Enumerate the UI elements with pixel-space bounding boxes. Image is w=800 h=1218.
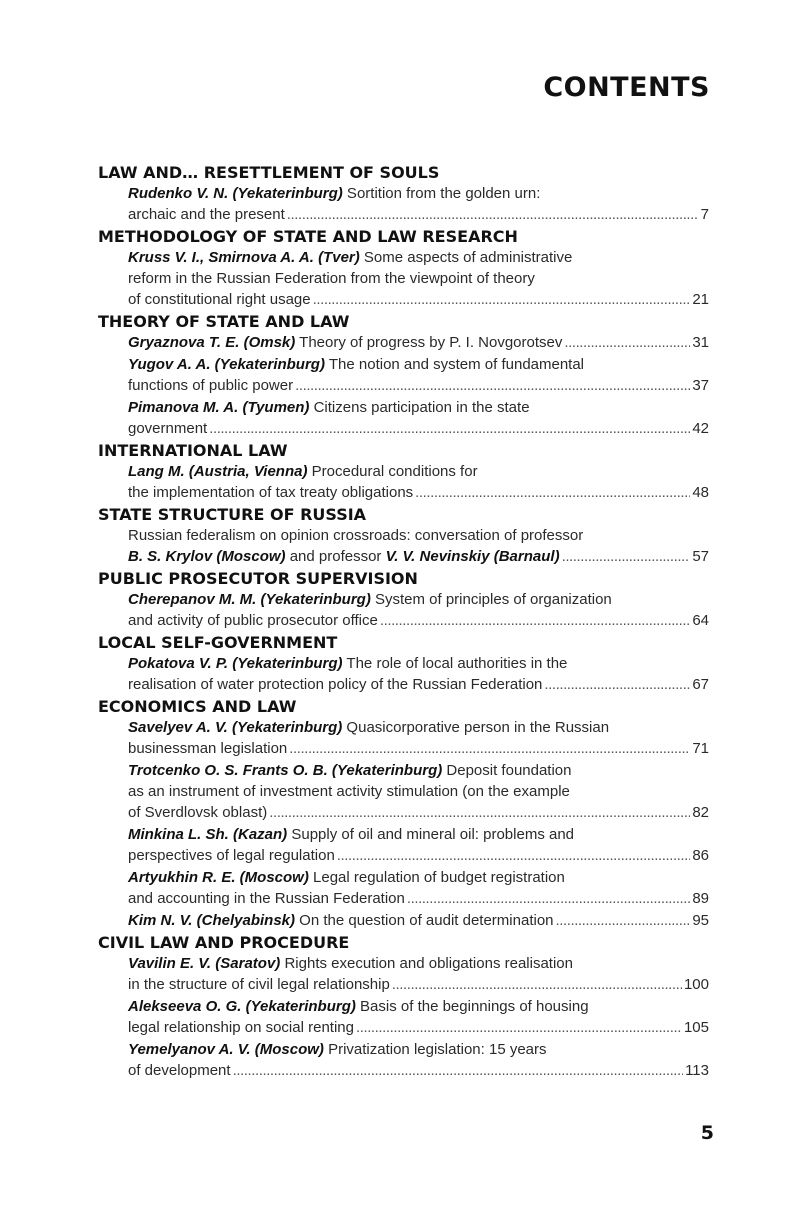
entry-page-number: 67 [692, 676, 709, 693]
entry-title-text: System of principles of organization [370, 591, 612, 608]
entry-line [128, 183, 709, 204]
dot-leader [556, 910, 691, 931]
dot-leader [562, 546, 691, 567]
entry-title-text: Deposit foundation [442, 762, 572, 779]
entry-author: Alekseeva O. G. (Yekaterinburg) [128, 998, 356, 1015]
entry-author: Minkina L. Sh. (Kazan) [128, 826, 288, 843]
toc-entry[interactable] [98, 717, 709, 759]
entry-line [128, 802, 709, 823]
toc-entry[interactable] [98, 910, 709, 931]
toc-entry[interactable] [98, 461, 709, 503]
entry-author: V. V. Nevinskiy (Barnaul) [385, 548, 560, 565]
toc-entry[interactable] [98, 1039, 709, 1081]
entry-title-text: functions of public power [128, 377, 294, 394]
entry-line [128, 953, 709, 974]
page-number: 5 [700, 1122, 714, 1144]
entry-page-number: 82 [692, 804, 709, 821]
dot-leader [564, 332, 690, 353]
entry-line-text [128, 1017, 354, 1038]
entry-author: B. S. Krylov (Moscow) [128, 548, 286, 565]
entry-author: Lang M. (Austria, Vienna) [128, 463, 308, 480]
entry-line [128, 268, 709, 289]
section-heading: ECONOMICS AND LAW [98, 697, 297, 716]
entry-author: Yemelyanov A. V. (Moscow) [128, 1041, 324, 1058]
entry-page-number: 86 [692, 847, 709, 864]
entry-title-text: Russian federalism on opinion crossroads: conversation of professor [128, 527, 584, 544]
toc-entry[interactable] [98, 525, 709, 567]
entry-line [128, 1060, 709, 1081]
entry-title-text: Theory of progress by P. I. Novgorotsev [295, 334, 563, 351]
dot-leader [313, 289, 691, 310]
section-heading: LAW AND… RESETTLEMENT OF SOULS [98, 163, 440, 182]
entry-author: Yugov A. A. (Yekaterinburg) [128, 356, 325, 373]
entry-line-text [128, 974, 390, 995]
entry-title-text: and professor [285, 548, 386, 565]
entry-line-text [128, 482, 413, 503]
toc-section [98, 226, 709, 310]
entry-line [128, 1017, 709, 1038]
entry-page-number: 71 [692, 740, 709, 757]
entry-title-text: as an instrument of investment activity stimulation (on the example [128, 783, 570, 800]
entry-line [128, 482, 709, 503]
entry-title-text: legal relationship on social renting [128, 1019, 354, 1036]
entry-author: Kruss V. I., Smirnova A. A. (Tver) [128, 249, 360, 266]
entry-line [128, 397, 709, 418]
toc-section [98, 568, 709, 631]
entry-author: Cherepanov M. M. (Yekaterinburg) [128, 591, 371, 608]
entry-author: Pimanova M. A. (Tyumen) [128, 399, 310, 416]
entry-line [128, 888, 709, 909]
entry-title-text: perspectives of legal regulation [128, 847, 335, 864]
entry-page-number: 21 [692, 291, 709, 308]
entry-author: Savelyev A. V. (Yekaterinburg) [128, 719, 343, 736]
entry-title-text: Quasicorporative person in the Russian [342, 719, 610, 736]
entry-line [128, 247, 709, 268]
entry-page-number: 57 [692, 548, 709, 565]
entry-line [128, 996, 709, 1017]
toc-section [98, 162, 709, 225]
entry-title-text: of Sverdlovsk oblast) [128, 804, 268, 821]
entry-page-number: 7 [700, 206, 709, 223]
section-heading: THEORY OF STATE AND LAW [98, 312, 350, 331]
entry-title-text: the implementation of tax treaty obligations [128, 484, 414, 501]
entry-line [128, 461, 709, 482]
dot-leader [289, 738, 690, 759]
toc-section [98, 440, 709, 503]
entry-title-text: reform in the Russian Federation from the viewpoint of theory [128, 270, 535, 287]
entry-title-text: in the structure of civil legal relationship [128, 976, 390, 993]
entry-page-number: 113 [685, 1062, 709, 1079]
section-heading: CIVIL LAW AND PROCEDURE [98, 933, 350, 952]
entry-title-text: Rights execution and obligations realisation [280, 955, 573, 972]
table-of-contents [98, 162, 709, 1082]
entry-line-text [128, 332, 562, 353]
section-heading: LOCAL SELF-GOVERNMENT [98, 633, 338, 652]
entry-title-text: and accounting in the Russian Federation [128, 890, 405, 907]
dot-leader [544, 674, 690, 695]
entry-title-text: On the question of audit determination [295, 912, 554, 929]
entry-line [128, 738, 709, 759]
entry-line [128, 781, 709, 802]
entry-author: Vavilin E. V. (Saratov) [128, 955, 281, 972]
entry-author: Pokatova V. P. (Yekaterinburg) [128, 655, 343, 672]
toc-entry[interactable] [98, 996, 709, 1038]
entry-author: Trotcenko O. S. Frants O. B. (Yekaterinburg) [128, 762, 443, 779]
dot-leader [295, 375, 690, 396]
entry-line-text [128, 610, 378, 631]
entry-line-text [128, 910, 554, 931]
toc-entry[interactable] [98, 589, 709, 631]
entry-title-text: Privatization legislation: 15 years [323, 1041, 547, 1058]
entry-line [128, 867, 709, 888]
entry-line [128, 418, 709, 439]
entry-author: Rudenko V. N. (Yekaterinburg) [128, 185, 343, 202]
entry-author: Kim N. V. (Chelyabinsk) [128, 912, 295, 929]
entry-line [128, 674, 709, 695]
entry-line-text [128, 418, 207, 439]
dot-leader [392, 974, 682, 995]
toc-entry[interactable] [98, 653, 709, 695]
toc-section [98, 311, 709, 439]
toc-entry[interactable] [98, 183, 709, 225]
entry-page-number: 42 [692, 420, 709, 437]
entry-title-text: Sortition from the golden urn: [342, 185, 541, 202]
toc-entry[interactable] [98, 247, 709, 310]
entry-title-text: realisation of water protection policy of the Russian Federation [128, 676, 543, 693]
dot-leader [209, 418, 690, 439]
entry-line [128, 653, 709, 674]
entry-line [128, 589, 709, 610]
toc-section [98, 696, 709, 931]
dot-leader [407, 888, 690, 909]
entry-page-number: 37 [692, 377, 709, 394]
entry-title-text: The role of local authorities in the [342, 655, 568, 672]
entry-line [128, 204, 709, 225]
entry-line-text [128, 546, 560, 567]
toc-entry[interactable] [98, 760, 709, 823]
entry-line [128, 1039, 709, 1060]
entry-line-text [128, 738, 287, 759]
entry-title-text: of development [128, 1062, 231, 1079]
dot-leader [356, 1017, 682, 1038]
entry-author: Artyukhin R. E. (Moscow) [128, 869, 309, 886]
entry-page-number: 100 [683, 976, 709, 993]
entry-line [128, 289, 709, 310]
section-heading: METHODOLOGY OF STATE AND LAW RESEARCH [98, 227, 518, 246]
entry-page-number: 89 [692, 890, 709, 907]
entry-line [128, 354, 709, 375]
page-title: CONTENTS [543, 72, 710, 103]
entry-line [128, 717, 709, 738]
entry-line [128, 824, 709, 845]
entry-line [128, 546, 709, 567]
entry-line-text [128, 888, 405, 909]
entry-line [128, 845, 709, 866]
entry-page-number: 105 [683, 1019, 709, 1036]
entry-line-text [128, 802, 267, 823]
section-heading: PUBLIC PROSECUTOR SUPERVISION [98, 569, 418, 588]
dot-leader [380, 610, 690, 631]
toc-entry[interactable] [98, 354, 709, 396]
entry-line-text [128, 674, 542, 695]
entry-line-text [128, 1060, 231, 1081]
dot-leader [337, 845, 691, 866]
toc-entry[interactable] [98, 953, 709, 995]
entry-title-text: The notion and system of fundamental [324, 356, 585, 373]
toc-section [98, 932, 709, 1081]
entry-line [128, 610, 709, 631]
entry-author: Gryaznova T. E. (Omsk) [128, 334, 296, 351]
entry-line [128, 974, 709, 995]
dot-leader [269, 802, 690, 823]
entry-page-number: 95 [692, 912, 709, 929]
section-heading: INTERNATIONAL LAW [98, 441, 288, 460]
entry-page-number: 31 [692, 334, 709, 351]
dot-leader [287, 204, 699, 225]
entry-title-text: Basis of the beginnings of housing [355, 998, 589, 1015]
entry-line-text [128, 845, 335, 866]
entry-line-text [128, 289, 311, 310]
entry-title-text: of constitutional right usage [128, 291, 311, 308]
toc-entry[interactable] [98, 824, 709, 866]
dot-leader [233, 1060, 684, 1081]
entry-line-text [128, 375, 293, 396]
entry-title-text: government [128, 420, 208, 437]
entry-page-number: 64 [692, 612, 709, 629]
section-heading: STATE STRUCTURE OF RUSSIA [98, 505, 367, 524]
entry-title-text: businessman legislation [128, 740, 288, 757]
entry-line [128, 332, 709, 353]
entry-line [128, 910, 709, 931]
entry-line [128, 525, 709, 546]
entry-line [128, 760, 709, 781]
toc-section [98, 504, 709, 567]
entry-line [128, 375, 709, 396]
entry-title-text: and activity of public prosecutor office [128, 612, 378, 629]
entry-title-text: Some aspects of administrative [359, 249, 573, 266]
toc-entry[interactable] [98, 397, 709, 439]
toc-entry[interactable] [98, 867, 709, 909]
entry-title-text: Procedural conditions for [307, 463, 478, 480]
toc-section [98, 632, 709, 695]
entry-title-text: archaic and the present [128, 206, 285, 223]
toc-entry[interactable] [98, 332, 709, 353]
entry-title-text: Legal regulation of budget registration [308, 869, 565, 886]
entry-page-number: 48 [692, 484, 709, 501]
entry-title-text: Citizens participation in the state [309, 399, 530, 416]
dot-leader [415, 482, 690, 503]
entry-title-text: Supply of oil and mineral oil: problems and [287, 826, 575, 843]
entry-line-text [128, 204, 285, 225]
